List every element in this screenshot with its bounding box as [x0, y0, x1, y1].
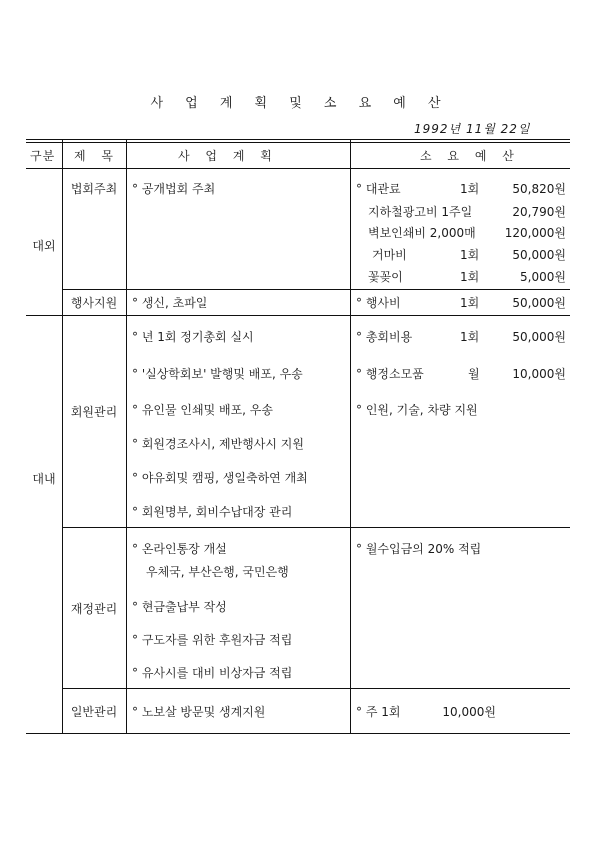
plan-finance-5: ° 유사시를 대비 비상자금 적립 — [132, 666, 293, 680]
category-rule — [26, 315, 570, 316]
plan-eventsupport-1: ° 생신, 초파일 — [132, 296, 208, 310]
header-bottom-rule — [26, 168, 570, 169]
budget-label: ° 주 1회 — [356, 705, 401, 719]
subject-lawmeeting: 법회주최 — [70, 182, 118, 196]
plan-general-1: ° 노보살 방문및 생계지원 — [132, 705, 266, 719]
budget-item — [356, 328, 566, 344]
document-title: 사 업 계 획 및 소 요 예 산 — [150, 96, 450, 111]
budget-item — [368, 246, 566, 262]
budget-label: 벽보인쇄비 2,000매 — [368, 226, 476, 240]
row-rule-general — [62, 688, 570, 689]
col-rule-2 — [126, 139, 127, 733]
budget-count: 1회 — [460, 248, 480, 262]
budget-item — [356, 401, 566, 417]
budget-count: 1회 — [460, 296, 480, 310]
plan-lawmeeting-1: ° 공개법회 주최 — [132, 182, 216, 196]
header-plan: 사 업 계 획 — [178, 149, 278, 163]
budget-item — [356, 540, 566, 556]
col-rule-3 — [350, 139, 351, 733]
header-category: 구분 — [30, 149, 56, 163]
budget-label: ° 대관료 — [356, 182, 401, 196]
budget-amount: 10,000원 — [512, 367, 566, 381]
plan-members-3: ° 유인물 인쇄및 배포, 우송 — [132, 403, 273, 417]
budget-item — [368, 224, 566, 240]
subject-eventsupport: 행사지원 — [70, 296, 118, 310]
budget-count: 월 — [468, 367, 480, 381]
plan-members-2: ° '실상학회보' 발행및 배포, 우송 — [132, 367, 303, 381]
plan-finance-3: ° 현금출납부 작성 — [132, 600, 227, 614]
budget-item — [356, 365, 566, 381]
budget-label: 지하철광고비 1주일 — [368, 205, 473, 219]
budget-amount: 50,000원 — [512, 330, 566, 344]
plan-members-5: ° 야유회및 캠핑, 생일축하연 개최 — [132, 471, 308, 485]
col-rule-1 — [62, 139, 63, 733]
budget-amount: 20,790원 — [512, 205, 566, 219]
budget-label: ° 인원, 기술, 차량 지원 — [356, 403, 478, 417]
plan-members-4: ° 회원경조사시, 제반행사시 지원 — [132, 437, 304, 451]
plan-finance-2: 우체국, 부산은행, 국민은행 — [146, 565, 289, 579]
budget-label: ° 월수입금의 20% 적립 — [356, 542, 482, 556]
budget-amount: 50,000원 — [512, 296, 566, 310]
subject-finance: 재정관리 — [70, 602, 118, 616]
budget-item — [356, 703, 496, 719]
budget-amount: 50,000원 — [512, 248, 566, 262]
budget-count: 1회 — [460, 182, 480, 196]
plan-members-6: ° 회원명부, 회비수납대장 관리 — [132, 505, 293, 519]
budget-amount: 5,000원 — [520, 270, 566, 284]
budget-label: ° 행사비 — [356, 296, 401, 310]
header-budget: 소 요 예 산 — [420, 149, 520, 163]
budget-item — [356, 294, 566, 310]
budget-label: 꽃꽂이 — [368, 270, 403, 284]
document-date: 1992년 11월 22일 — [414, 122, 531, 136]
plan-finance-4: ° 구도자를 위한 후원자금 적립 — [132, 633, 293, 647]
budget-item — [356, 180, 566, 196]
subject-members: 회원관리 — [70, 405, 118, 419]
subject-general: 일반관리 — [70, 705, 118, 719]
plan-finance-1: ° 온라인통장 개설 — [132, 542, 227, 556]
budget-item — [368, 268, 566, 284]
plan-members-1: ° 년 1회 정기총회 실시 — [132, 330, 254, 344]
table-top-rule-2 — [26, 142, 570, 143]
budget-label: ° 총회비용 — [356, 330, 413, 344]
row-rule-eventsupport — [62, 289, 570, 290]
row-rule-finance — [62, 527, 570, 528]
header-subject: 제 목 — [74, 149, 119, 163]
budget-amount: 120,000원 — [504, 226, 566, 240]
table-bottom-rule — [26, 733, 570, 734]
budget-label: 거마비 — [372, 248, 407, 262]
budget-label: ° 행정소모품 — [356, 367, 424, 381]
category-external: 대외 — [32, 239, 56, 253]
budget-amount: 50,820원 — [512, 182, 566, 196]
budget-count: 1회 — [460, 270, 480, 284]
category-internal: 대내 — [32, 472, 56, 486]
budget-amount: 10,000원 — [442, 705, 496, 719]
budget-item — [368, 203, 566, 219]
budget-count: 1회 — [460, 330, 480, 344]
table-top-rule-1 — [26, 139, 570, 140]
